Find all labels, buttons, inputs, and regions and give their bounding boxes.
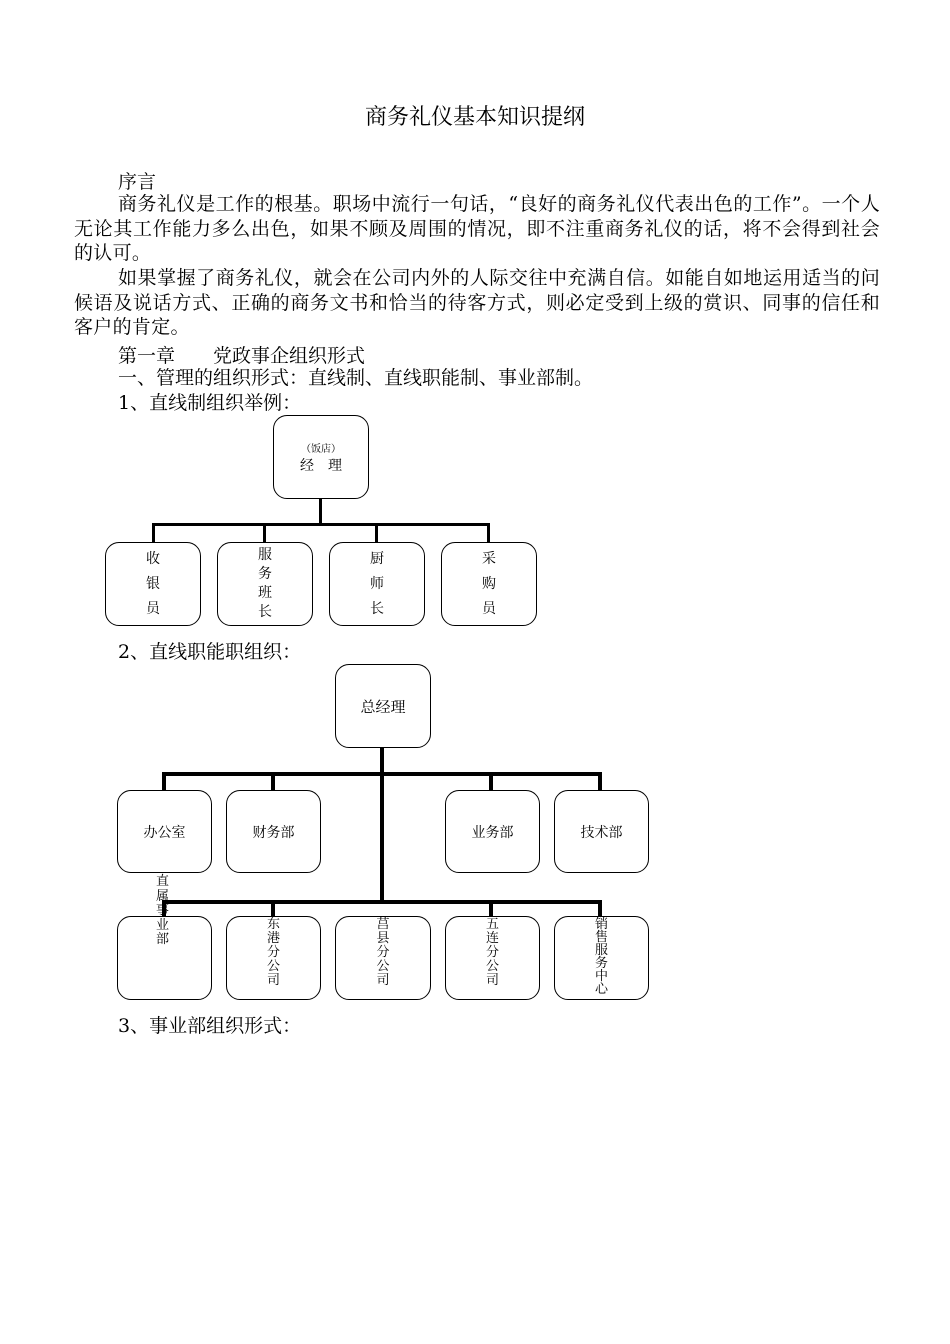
char: 务 bbox=[258, 566, 272, 582]
item-2-label: 2、直线职能职组织： bbox=[118, 641, 302, 663]
chart2-box-sales-service bbox=[554, 916, 649, 1000]
char: 分 bbox=[376, 945, 390, 960]
char: 港 bbox=[266, 931, 280, 946]
char: 分 bbox=[266, 945, 280, 960]
char: 公 bbox=[266, 959, 280, 974]
char: 事 bbox=[156, 903, 170, 918]
char: 公 bbox=[376, 959, 390, 974]
chart1-drop-line bbox=[152, 523, 155, 542]
chapter-1-heading: 第一章 党政事企组织形式 bbox=[118, 345, 366, 367]
char: 服 bbox=[594, 943, 608, 958]
chart2-top-label: 总经理 bbox=[360, 697, 406, 716]
chart1-trunk-line bbox=[319, 499, 322, 525]
char: 销 bbox=[594, 917, 608, 932]
chart1-box-service-lead bbox=[217, 542, 313, 626]
chart1-box-purchaser bbox=[441, 542, 537, 626]
char: 心 bbox=[594, 982, 608, 997]
label: 办公室 bbox=[143, 824, 186, 841]
chart2-drop-line bbox=[489, 900, 493, 916]
chart2-box-technology bbox=[554, 790, 649, 873]
chart2-branch-line-1 bbox=[162, 772, 602, 776]
chart2-box-wulian bbox=[445, 916, 540, 1000]
chart2-drop-line bbox=[162, 772, 166, 790]
item-3-label: 3、事业部组织形式： bbox=[118, 1015, 302, 1037]
char: 司 bbox=[266, 973, 280, 988]
chart1-branch-line bbox=[152, 523, 490, 526]
char: 县 bbox=[376, 931, 390, 946]
char: 服 bbox=[258, 547, 272, 563]
char: 五 bbox=[485, 917, 499, 932]
chart2-branch-line-2 bbox=[162, 900, 602, 904]
section-1-line bbox=[118, 366, 593, 390]
char: 部 bbox=[156, 932, 170, 947]
chart2-box-juxian bbox=[335, 916, 431, 1000]
chart2-drop-line bbox=[271, 772, 275, 790]
chart1-drop-line bbox=[263, 523, 266, 542]
chart2-direct-division-label bbox=[156, 875, 169, 948]
label: 技术部 bbox=[580, 824, 623, 841]
char: 员 bbox=[482, 600, 496, 617]
char: 连 bbox=[485, 931, 499, 946]
preface-paragraph-1: 商务礼仪是工作的根基。职场中流行一句话，“良好的商务礼仪代表出色的工作”。一个人无论其工作能力多么出色，如果不顾及周围的情况，即不注重商务礼仪的话，将不会得到社会的认可。 bbox=[74, 193, 880, 264]
label: 业务部 bbox=[471, 824, 514, 841]
char: 直 bbox=[156, 874, 170, 889]
item-1-label: 1、直线制组织举例： bbox=[118, 392, 302, 414]
chart1-drop-line bbox=[375, 523, 378, 542]
char: 长 bbox=[258, 604, 272, 620]
chart2-top-box bbox=[335, 664, 431, 748]
char: 业 bbox=[156, 917, 170, 933]
chart2-drop-line bbox=[598, 900, 602, 916]
char: 分 bbox=[485, 945, 499, 960]
char: 东 bbox=[266, 917, 280, 932]
char: 厨 bbox=[370, 550, 384, 567]
section-1-text: 直线制、直线职能制、事业部制。 bbox=[308, 367, 594, 389]
chart1-top-sub-label: （饭店） bbox=[301, 443, 341, 455]
char: 司 bbox=[485, 973, 499, 988]
char: 公 bbox=[485, 959, 499, 974]
char: 司 bbox=[376, 973, 390, 988]
char: 师 bbox=[370, 575, 384, 592]
document-title: 商务礼仪基本知识提纲 bbox=[364, 105, 585, 130]
char: 购 bbox=[482, 575, 496, 592]
preface-paragraph-2: 如果掌握了商务礼仪，就会在公司内外的人际交往中充满自信。如能自如地运用适当的问候语及说话方式、正确的商务文书和恰当的待客方式，则必定受到上级的赏识、同事的信任和客户的肯定。 bbox=[74, 267, 880, 338]
chart2-drop-line bbox=[271, 900, 275, 916]
chart1-top-label: 经 理 bbox=[300, 457, 342, 474]
char: 长 bbox=[370, 600, 384, 617]
char: 员 bbox=[146, 600, 160, 617]
label: 财务部 bbox=[252, 824, 295, 841]
char: 班 bbox=[258, 585, 272, 601]
chart2-box-business bbox=[445, 790, 540, 873]
char: 收 bbox=[146, 550, 160, 567]
preface-heading: 序言 bbox=[118, 171, 157, 193]
chart1-box-head-chef bbox=[329, 542, 425, 626]
chart2-drop-line bbox=[598, 772, 602, 790]
section-1-label: 一、管理的组织形式： bbox=[118, 367, 309, 389]
char: 售 bbox=[594, 930, 608, 945]
chart1-box-cashier bbox=[105, 542, 201, 626]
char: 莒 bbox=[376, 917, 390, 932]
char: 务 bbox=[594, 956, 608, 971]
chart2-box-finance bbox=[226, 790, 321, 873]
chart2-box-donggang bbox=[226, 916, 321, 1000]
char: 中 bbox=[594, 969, 608, 984]
chart2-drop-line bbox=[489, 772, 493, 790]
char: 属 bbox=[156, 888, 170, 904]
chart1-top-box bbox=[273, 415, 369, 499]
chart1-drop-line bbox=[487, 523, 490, 542]
char: 采 bbox=[482, 550, 496, 567]
char: 银 bbox=[146, 575, 160, 592]
chart2-box-office bbox=[117, 790, 212, 873]
